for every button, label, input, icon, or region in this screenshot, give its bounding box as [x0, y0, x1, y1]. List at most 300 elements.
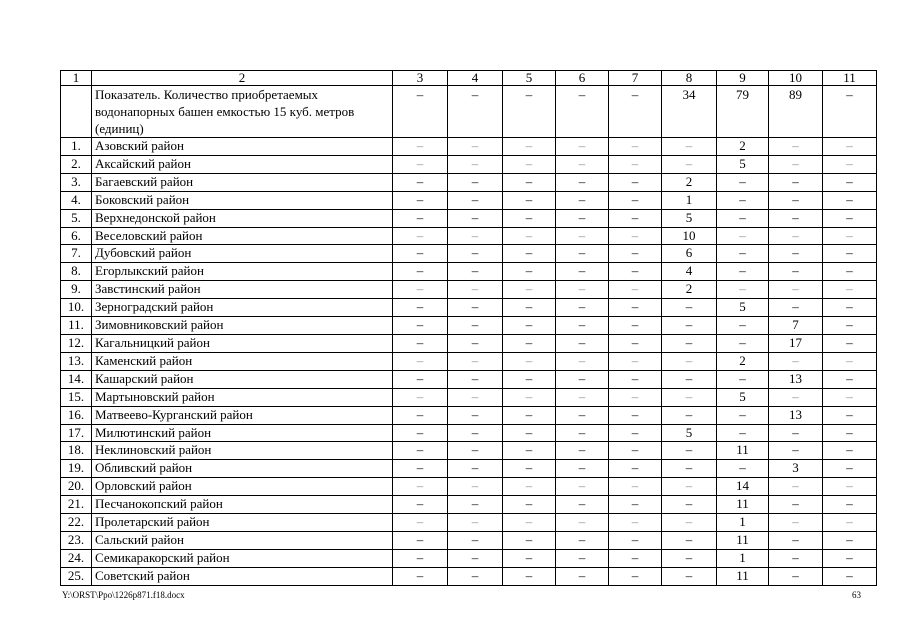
value-cell: – — [393, 173, 448, 191]
value-cell: – — [662, 334, 717, 352]
column-header: 7 — [609, 71, 662, 86]
value-cell: – — [662, 388, 717, 406]
row-number: 11. — [61, 317, 92, 335]
value-cell: – — [609, 334, 662, 352]
district-name: Семикаракорский район — [92, 549, 393, 567]
value-cell: – — [717, 263, 769, 281]
value-cell: – — [556, 317, 609, 335]
value-cell: – — [556, 388, 609, 406]
value-cell: – — [609, 155, 662, 173]
value-cell: – — [609, 514, 662, 532]
district-name: Егорлыкский район — [92, 263, 393, 281]
table-row — [61, 317, 877, 335]
row-number: 1. — [61, 138, 92, 156]
value-cell: 1 — [717, 549, 769, 567]
row-number: 8. — [61, 263, 92, 281]
table-row — [61, 299, 877, 317]
indicator-value: – — [609, 86, 662, 138]
value-cell: – — [556, 173, 609, 191]
value-cell: – — [556, 191, 609, 209]
value-cell: – — [503, 370, 556, 388]
value-cell: 11 — [717, 496, 769, 514]
district-name: Аксайский район — [92, 155, 393, 173]
column-header: 2 — [92, 71, 393, 86]
value-cell: – — [662, 460, 717, 478]
value-cell: – — [448, 281, 503, 299]
row-number: 6. — [61, 227, 92, 245]
district-name: Багаевский район — [92, 173, 393, 191]
value-cell: – — [448, 478, 503, 496]
value-cell: – — [556, 531, 609, 549]
value-cell: – — [609, 388, 662, 406]
value-cell: – — [769, 138, 823, 156]
value-cell: – — [769, 299, 823, 317]
table-row — [61, 352, 877, 370]
table-row — [61, 155, 877, 173]
indicator-value: – — [393, 86, 448, 138]
value-cell: – — [556, 496, 609, 514]
value-cell: – — [823, 460, 877, 478]
value-cell: – — [393, 245, 448, 263]
value-cell: – — [823, 514, 877, 532]
value-cell: – — [448, 531, 503, 549]
value-cell: – — [769, 155, 823, 173]
table-row — [61, 227, 877, 245]
row-number: 12. — [61, 334, 92, 352]
value-cell: 5 — [662, 209, 717, 227]
value-cell: – — [609, 317, 662, 335]
value-cell: 17 — [769, 334, 823, 352]
column-header: 11 — [823, 71, 877, 86]
table-row — [61, 514, 877, 532]
value-cell: – — [769, 281, 823, 299]
table-row — [61, 406, 877, 424]
value-cell: – — [393, 227, 448, 245]
value-cell: – — [769, 173, 823, 191]
row-number: 24. — [61, 549, 92, 567]
value-cell: – — [448, 173, 503, 191]
value-cell: – — [393, 567, 448, 585]
value-cell: – — [823, 173, 877, 191]
value-cell: – — [393, 442, 448, 460]
value-cell: – — [823, 209, 877, 227]
table-row — [61, 567, 877, 585]
value-cell: – — [823, 406, 877, 424]
value-cell: – — [393, 299, 448, 317]
value-cell: 2 — [717, 352, 769, 370]
value-cell: 13 — [769, 406, 823, 424]
value-cell: – — [823, 138, 877, 156]
indicator-label: Показатель. Количество приобретаемых водонапорных башен емкостью 15 куб. метров (единиц) — [92, 86, 393, 138]
value-cell: – — [609, 460, 662, 478]
value-cell: – — [556, 478, 609, 496]
value-cell: 14 — [717, 478, 769, 496]
row-number: 25. — [61, 567, 92, 585]
table-row — [61, 424, 877, 442]
value-cell: – — [717, 334, 769, 352]
value-cell: – — [769, 352, 823, 370]
row-number: 7. — [61, 245, 92, 263]
value-cell: – — [393, 191, 448, 209]
value-cell: – — [662, 442, 717, 460]
value-cell: – — [556, 370, 609, 388]
value-cell: – — [448, 227, 503, 245]
value-cell: – — [717, 424, 769, 442]
value-cell: 6 — [662, 245, 717, 263]
value-cell: – — [393, 514, 448, 532]
value-cell: – — [717, 281, 769, 299]
district-name: Милютинский район — [92, 424, 393, 442]
table-row — [61, 388, 877, 406]
value-cell: – — [662, 317, 717, 335]
value-cell: – — [556, 245, 609, 263]
district-name: Неклиновский район — [92, 442, 393, 460]
value-cell: – — [769, 209, 823, 227]
district-name: Пролетарский район — [92, 514, 393, 532]
value-cell: – — [503, 334, 556, 352]
value-cell: – — [393, 406, 448, 424]
row-number: 2. — [61, 155, 92, 173]
value-cell: – — [823, 549, 877, 567]
table-row — [61, 173, 877, 191]
value-cell: – — [503, 549, 556, 567]
value-cell: – — [448, 263, 503, 281]
value-cell: – — [448, 388, 503, 406]
column-header: 9 — [717, 71, 769, 86]
value-cell: – — [393, 352, 448, 370]
value-cell: – — [393, 424, 448, 442]
value-cell: – — [503, 442, 556, 460]
value-cell: – — [448, 209, 503, 227]
value-cell: – — [662, 370, 717, 388]
value-cell: – — [503, 531, 556, 549]
value-cell: – — [717, 191, 769, 209]
value-cell: 2 — [662, 281, 717, 299]
value-cell: – — [556, 460, 609, 478]
value-cell: – — [609, 478, 662, 496]
value-cell: – — [393, 155, 448, 173]
value-cell: – — [717, 406, 769, 424]
value-cell: – — [609, 299, 662, 317]
table-row — [61, 460, 877, 478]
value-cell: – — [609, 281, 662, 299]
table-row — [61, 549, 877, 567]
value-cell: – — [769, 263, 823, 281]
value-cell: – — [662, 138, 717, 156]
value-cell: – — [448, 567, 503, 585]
value-cell: – — [393, 549, 448, 567]
table-row — [61, 263, 877, 281]
district-name: Кагальницкий район — [92, 334, 393, 352]
value-cell: – — [448, 155, 503, 173]
value-cell: 2 — [662, 173, 717, 191]
value-cell: – — [717, 370, 769, 388]
district-name: Верхнедонской район — [92, 209, 393, 227]
row-number: 19. — [61, 460, 92, 478]
value-cell: – — [556, 514, 609, 532]
value-cell: – — [503, 514, 556, 532]
value-cell: 10 — [662, 227, 717, 245]
value-cell: – — [662, 514, 717, 532]
value-cell: – — [769, 191, 823, 209]
value-cell: – — [393, 334, 448, 352]
row-number: 5. — [61, 209, 92, 227]
value-cell: – — [503, 567, 556, 585]
district-name: Матвеево-Курганский район — [92, 406, 393, 424]
value-cell: – — [823, 263, 877, 281]
indicator-value: – — [503, 86, 556, 138]
value-cell: – — [503, 281, 556, 299]
value-cell: 2 — [717, 138, 769, 156]
value-cell: – — [609, 567, 662, 585]
value-cell: – — [823, 567, 877, 585]
value-cell: – — [556, 334, 609, 352]
value-cell: – — [448, 191, 503, 209]
value-cell: – — [448, 299, 503, 317]
value-cell: – — [393, 531, 448, 549]
value-cell: – — [503, 173, 556, 191]
value-cell: – — [448, 496, 503, 514]
row-number: 14. — [61, 370, 92, 388]
table-row — [61, 281, 877, 299]
value-cell: – — [609, 496, 662, 514]
value-cell: – — [556, 567, 609, 585]
district-name: Веселовский район — [92, 227, 393, 245]
value-cell: – — [823, 317, 877, 335]
value-cell: – — [823, 496, 877, 514]
value-cell: – — [503, 317, 556, 335]
value-cell: – — [448, 406, 503, 424]
value-cell: – — [769, 245, 823, 263]
value-cell: – — [609, 424, 662, 442]
value-cell: – — [556, 299, 609, 317]
data-table — [60, 70, 877, 586]
value-cell: – — [503, 263, 556, 281]
value-cell: 1 — [717, 514, 769, 532]
district-name: Зерноградский район — [92, 299, 393, 317]
value-cell: – — [448, 549, 503, 567]
value-cell: – — [503, 460, 556, 478]
value-cell: – — [769, 227, 823, 245]
district-name: Обливский район — [92, 460, 393, 478]
column-header: 8 — [662, 71, 717, 86]
value-cell: – — [503, 155, 556, 173]
value-cell: 11 — [717, 442, 769, 460]
value-cell: – — [609, 138, 662, 156]
value-cell: 5 — [717, 388, 769, 406]
value-cell: 5 — [717, 299, 769, 317]
value-cell: – — [662, 549, 717, 567]
value-cell: – — [769, 478, 823, 496]
value-cell: – — [609, 263, 662, 281]
value-cell: – — [662, 155, 717, 173]
indicator-value: 34 — [662, 86, 717, 138]
value-cell: – — [503, 299, 556, 317]
value-cell: – — [393, 478, 448, 496]
district-name: Азовский район — [92, 138, 393, 156]
value-cell: – — [448, 138, 503, 156]
value-cell: – — [717, 227, 769, 245]
value-cell: – — [556, 263, 609, 281]
indicator-row — [61, 86, 877, 138]
value-cell: – — [503, 191, 556, 209]
value-cell: – — [609, 549, 662, 567]
value-cell: 11 — [717, 531, 769, 549]
value-cell: – — [769, 496, 823, 514]
column-header: 4 — [448, 71, 503, 86]
row-number: 20. — [61, 478, 92, 496]
value-cell: – — [448, 245, 503, 263]
value-cell: 4 — [662, 263, 717, 281]
value-cell: – — [393, 209, 448, 227]
value-cell: – — [556, 281, 609, 299]
row-number: 23. — [61, 531, 92, 549]
table-row — [61, 209, 877, 227]
value-cell: – — [503, 424, 556, 442]
row-number: 4. — [61, 191, 92, 209]
value-cell: – — [556, 549, 609, 567]
value-cell: – — [823, 478, 877, 496]
value-cell: – — [609, 191, 662, 209]
value-cell: – — [823, 442, 877, 460]
value-cell: 11 — [717, 567, 769, 585]
table-body — [61, 71, 877, 586]
value-cell: – — [662, 299, 717, 317]
column-number-header-row — [61, 71, 877, 86]
table-row — [61, 442, 877, 460]
value-cell: – — [556, 406, 609, 424]
value-cell: – — [717, 173, 769, 191]
table-row — [61, 478, 877, 496]
value-cell: – — [556, 155, 609, 173]
value-cell: – — [503, 209, 556, 227]
value-cell: – — [448, 352, 503, 370]
document-path: Y:\ORST\Ppo\1226p871.f18.docx — [62, 590, 185, 600]
indicator-value: – — [556, 86, 609, 138]
value-cell: – — [393, 460, 448, 478]
district-name: Кашарский район — [92, 370, 393, 388]
value-cell: – — [609, 352, 662, 370]
value-cell: – — [717, 245, 769, 263]
value-cell: – — [448, 442, 503, 460]
value-cell: – — [393, 496, 448, 514]
value-cell: – — [609, 531, 662, 549]
value-cell: – — [823, 299, 877, 317]
value-cell: – — [823, 191, 877, 209]
value-cell: – — [662, 567, 717, 585]
row-number: 9. — [61, 281, 92, 299]
value-cell: – — [717, 317, 769, 335]
value-cell: – — [609, 406, 662, 424]
value-cell: – — [717, 460, 769, 478]
value-cell: – — [448, 317, 503, 335]
value-cell: – — [556, 209, 609, 227]
value-cell: – — [717, 209, 769, 227]
value-cell: – — [823, 155, 877, 173]
district-name: Песчанокопский район — [92, 496, 393, 514]
row-number: 10. — [61, 299, 92, 317]
value-cell: – — [503, 388, 556, 406]
column-header: 1 — [61, 71, 92, 86]
value-cell: – — [769, 388, 823, 406]
row-number: 15. — [61, 388, 92, 406]
table-row — [61, 245, 877, 263]
indicator-value: 89 — [769, 86, 823, 138]
column-header: 3 — [393, 71, 448, 86]
value-cell: – — [448, 514, 503, 532]
value-cell: – — [609, 173, 662, 191]
value-cell: – — [769, 514, 823, 532]
indicator-number — [61, 86, 92, 138]
value-cell: – — [393, 388, 448, 406]
value-cell: – — [609, 245, 662, 263]
value-cell: – — [769, 567, 823, 585]
table-row — [61, 531, 877, 549]
value-cell: – — [823, 352, 877, 370]
table-row — [61, 496, 877, 514]
value-cell: – — [448, 424, 503, 442]
value-cell: – — [823, 281, 877, 299]
value-cell: – — [448, 460, 503, 478]
district-name: Каменский район — [92, 352, 393, 370]
value-cell: – — [503, 496, 556, 514]
indicator-value: 79 — [717, 86, 769, 138]
value-cell: – — [393, 370, 448, 388]
value-cell: – — [823, 245, 877, 263]
value-cell: – — [662, 478, 717, 496]
value-cell: – — [503, 478, 556, 496]
value-cell: 5 — [662, 424, 717, 442]
value-cell: – — [823, 370, 877, 388]
page-number: 63 — [852, 590, 861, 600]
value-cell: – — [393, 263, 448, 281]
value-cell: – — [503, 245, 556, 263]
row-number: 21. — [61, 496, 92, 514]
value-cell: – — [393, 281, 448, 299]
value-cell: – — [662, 531, 717, 549]
value-cell: – — [823, 531, 877, 549]
district-name: Сальский район — [92, 531, 393, 549]
value-cell: – — [556, 352, 609, 370]
value-cell: 5 — [717, 155, 769, 173]
value-cell: – — [503, 227, 556, 245]
value-cell: – — [609, 209, 662, 227]
value-cell: 7 — [769, 317, 823, 335]
value-cell: 13 — [769, 370, 823, 388]
value-cell: – — [609, 442, 662, 460]
value-cell: – — [448, 334, 503, 352]
value-cell: – — [503, 352, 556, 370]
value-cell: – — [609, 227, 662, 245]
value-cell: – — [609, 370, 662, 388]
table-row — [61, 191, 877, 209]
district-name: Мартыновский район — [92, 388, 393, 406]
row-number: 18. — [61, 442, 92, 460]
table-row — [61, 334, 877, 352]
value-cell: – — [823, 424, 877, 442]
district-name: Советский район — [92, 567, 393, 585]
value-cell: – — [662, 406, 717, 424]
value-cell: – — [503, 138, 556, 156]
value-cell: – — [503, 406, 556, 424]
value-cell: – — [556, 227, 609, 245]
column-header: 10 — [769, 71, 823, 86]
value-cell: 3 — [769, 460, 823, 478]
district-name: Завстинский район — [92, 281, 393, 299]
value-cell: – — [769, 424, 823, 442]
value-cell: – — [823, 227, 877, 245]
value-cell: – — [662, 352, 717, 370]
